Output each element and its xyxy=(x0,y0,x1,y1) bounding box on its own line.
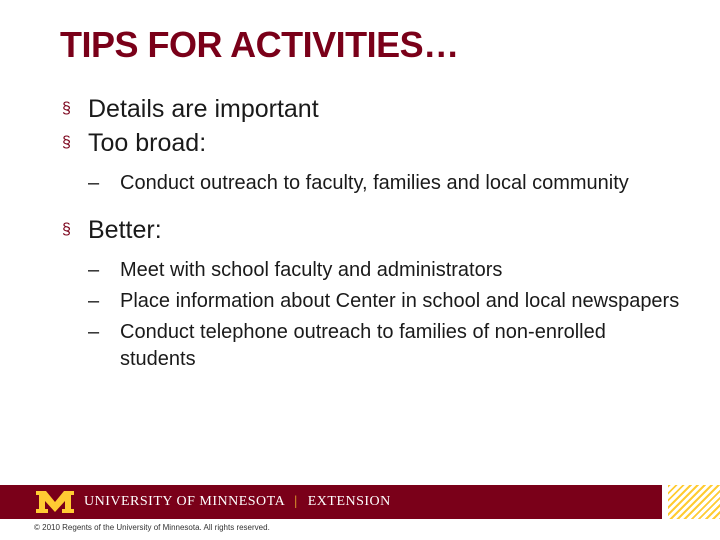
bullet-item xyxy=(62,128,682,158)
bullet-text: Better: xyxy=(88,216,162,244)
bullet-text: Details are important xyxy=(88,95,319,123)
bullet-text: Too broad: xyxy=(88,129,207,157)
sub-bullet-text: Place information about Center in school and local newspapers xyxy=(120,290,680,312)
bullet-icon: § xyxy=(62,221,71,238)
gold-stripe-decoration xyxy=(668,485,720,519)
university-wordmark xyxy=(84,494,391,510)
sub-bullet-text: Meet with school faculty and administrators xyxy=(120,259,503,281)
bullet-icon: § xyxy=(62,134,71,151)
bullet-item xyxy=(62,215,682,245)
wordmark-separator: | xyxy=(294,494,298,509)
slide-body xyxy=(62,94,682,377)
slide-title: TIPS FOR ACTIVITIES… xyxy=(60,24,459,65)
footer-bar xyxy=(0,485,662,519)
university-m-logo-icon xyxy=(36,491,74,513)
wordmark-unit: EXTENSION xyxy=(307,494,391,509)
dash-icon: – xyxy=(88,172,100,194)
sub-bullet-item xyxy=(62,257,682,284)
sub-bullet-item xyxy=(62,170,682,197)
sub-bullet-item xyxy=(62,319,682,373)
dash-icon: – xyxy=(88,290,100,312)
dash-icon: – xyxy=(88,259,100,281)
sub-bullet-item xyxy=(62,288,682,315)
bullet-item xyxy=(62,94,682,124)
bullet-icon: § xyxy=(62,100,71,117)
sub-bullet-text: Conduct outreach to faculty, families and local community xyxy=(120,172,629,194)
copyright-notice: © 2010 Regents of the University of Minnesota. All rights reserved. xyxy=(34,523,270,532)
dash-icon: – xyxy=(88,321,100,343)
sub-bullet-text: Conduct telephone outreach to families of non-enrolled students xyxy=(120,321,606,370)
wordmark-university: UNIVERSITY OF MINNESOTA xyxy=(84,494,285,509)
